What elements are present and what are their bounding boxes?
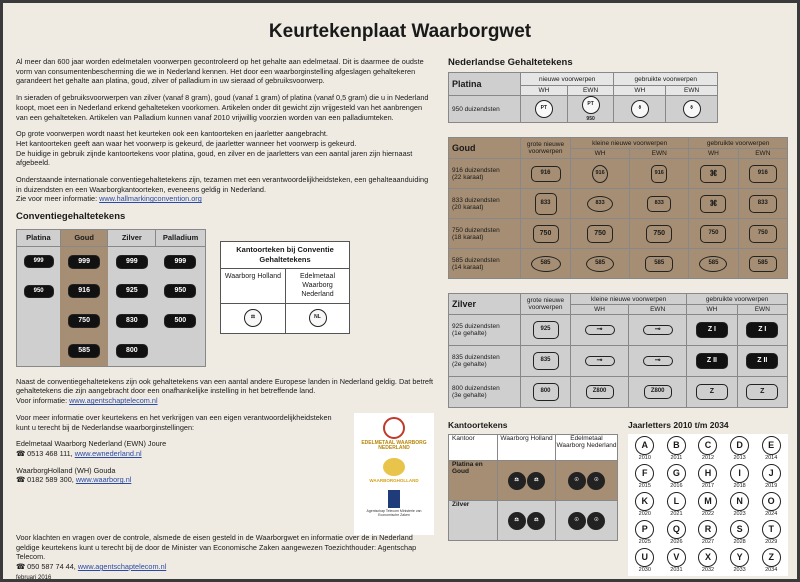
year-letter-mark: T — [762, 520, 781, 539]
goud-small-header: kleine nieuwe voorwerpen — [571, 138, 689, 149]
year-letter-mark: X — [698, 548, 717, 567]
year-letter-year: 2030 — [638, 567, 651, 573]
wh-office-gold-icon-2: ⚖ — [527, 472, 545, 490]
year-letter-year: 2019 — [765, 483, 778, 489]
platina-label: Platina — [449, 73, 521, 96]
zilver-used-header: gebruikte voorwerpen — [687, 294, 788, 305]
goud-row — [449, 249, 788, 279]
year-letter-mark: S — [730, 520, 749, 539]
goud-row — [449, 159, 788, 189]
year-letter-mark: D — [730, 436, 749, 455]
goud-ewn-2: EWN — [738, 149, 787, 159]
year-letter-year: 2014 — [765, 455, 778, 461]
logos-box — [354, 413, 434, 535]
year-letter-cell — [725, 548, 755, 574]
goud-mark-3-ewn: 585 — [645, 256, 673, 272]
agentschap-phone: ☎ 050 587 74 44, — [16, 561, 78, 571]
kantoortekens-section — [448, 420, 618, 576]
ccm-zilver-830: 830 — [116, 314, 148, 328]
platina-wh-1: WH — [521, 86, 568, 96]
zilver-ewn-2: EWN — [737, 305, 787, 315]
kantoor-convention-table — [220, 241, 350, 334]
year-letter-mark: E — [762, 436, 781, 455]
year-letter-cell — [693, 492, 723, 518]
print-date: februari 2016 — [16, 574, 52, 579]
wh-logo-text: WAARBORGHOLLAND — [369, 477, 419, 483]
ewn-office-silver-icon-2: ☉ — [587, 512, 605, 530]
year-letter-cell — [725, 464, 755, 490]
left-column — [16, 57, 434, 579]
bottom-paragraph-3 — [16, 533, 434, 572]
year-letter-mark: L — [667, 492, 686, 511]
year-letter-mark: K — [635, 492, 654, 511]
ccm-zilver-925: 925 — [116, 284, 148, 298]
year-letter-cell — [756, 436, 786, 462]
zilver-mark-0-big: 925 — [533, 321, 559, 339]
year-letter-year: 2032 — [701, 567, 715, 573]
year-letter-mark: V — [667, 548, 686, 567]
zilver-mark-2-big: 800 — [533, 383, 559, 401]
wh-office-silver-icon: ⚖ — [508, 512, 526, 530]
goud-mark-0-wh: 916 — [592, 165, 608, 183]
ewn-logo-text: EDELMETAAL WAARBORG NEDERLAND — [361, 439, 427, 452]
goud-row — [449, 189, 788, 219]
goud-mark-0-ewn-used: 916 — [749, 165, 777, 183]
goud-mark-2-wh-used: 750 — [700, 225, 726, 243]
bottom-paragraph-1 — [16, 377, 434, 406]
goud-mark-1-ewn-used: 833 — [749, 195, 777, 213]
nl-zilver-table — [448, 293, 788, 408]
year-letter-year: 2023 — [733, 511, 746, 517]
kantoor-convention-heading: Kantoorteken bij Conventie Gehaltetekens — [221, 241, 350, 268]
convention-heading: Conventiegehaltetekens — [16, 211, 126, 223]
zilver-small-header: kleine nieuwe voorwerpen — [571, 294, 687, 305]
goud-mark-3-wh-used: 585 — [699, 256, 727, 272]
year-letter-year: 2012 — [701, 455, 715, 461]
platina-row-label: 950 duizendsten — [449, 96, 521, 123]
kantoor-row-zilver: Zilver — [449, 501, 498, 541]
jaarletters-section — [628, 420, 788, 576]
goud-mark-2-wh: 750 — [587, 225, 613, 243]
zilver-row — [449, 377, 788, 408]
year-letter-year: 2026 — [670, 539, 683, 545]
hallmark-sheet — [3, 3, 797, 579]
ewn-phone: ☎ 0513 468 111, — [16, 448, 75, 458]
year-letter-cell — [630, 548, 660, 574]
year-letter-year: 2027 — [701, 539, 715, 545]
goud-mark-1-wh-used: ⌘ — [700, 195, 726, 213]
kantoor-conv-ewn: Edelmetaal Waarborg Nederland — [286, 268, 350, 303]
platina-wh-2: WH — [614, 86, 666, 96]
platina-mark-ewn-used: ⚱ — [683, 100, 701, 118]
goud-row-label-3: 585 duizendsten (14 karaat) — [449, 249, 521, 279]
kantoortekens-heading: Kantoortekens — [448, 420, 508, 430]
zilver-label: Zilver — [449, 294, 521, 315]
year-letter-year: 2021 — [670, 511, 683, 517]
year-letter-year: 2022 — [701, 511, 715, 517]
zilver-mark-1-big: 835 — [533, 352, 559, 370]
zilver-ewn-1: EWN — [629, 305, 687, 315]
bottom-p1-more-label: Voor informatie: — [16, 396, 70, 406]
year-letter-cell — [725, 520, 755, 546]
ewn-logo — [354, 417, 434, 452]
goud-mark-1-ewn: 833 — [647, 196, 671, 212]
hallmarking-convention-link[interactable]: www.hallmarkingconvention.org — [99, 194, 202, 204]
kantoor-conv-wh: Waarborg Holland — [221, 268, 286, 303]
intro-more-label: Zie voor meer informatie: — [16, 194, 100, 204]
year-letter-cell — [693, 436, 723, 462]
year-letter-cell — [756, 492, 786, 518]
jaarletters-heading: Jaarletters 2010 t/m 2034 — [628, 420, 729, 430]
year-letter-cell — [662, 436, 692, 462]
wh-phone: ☎ 0182 589 300, — [16, 475, 76, 485]
goud-wh-1: WH — [571, 149, 630, 159]
year-letter-cell — [662, 548, 692, 574]
zilver-row-label-1: 835 duizendsten (2e gehalte) — [449, 346, 521, 377]
year-letter-year: 2031 — [670, 567, 683, 573]
year-letter-year: 2024 — [765, 511, 778, 517]
zilver-wh-2: WH — [687, 305, 737, 315]
ewn-link[interactable]: www.ewnederland.nl — [74, 448, 142, 458]
year-letter-mark: C — [698, 436, 717, 455]
kantoor-col-header: Kantoor — [449, 435, 498, 461]
goud-mark-2-ewn-used: 750 — [749, 225, 777, 243]
goud-used-header: gebruikte voorwerpen — [689, 138, 788, 149]
wh-office-gold-icon: ⚖ — [508, 472, 526, 490]
goud-big-header: grote nieuwe voorwerpen — [521, 138, 571, 159]
zilver-row — [449, 346, 788, 377]
wh-contact — [16, 466, 346, 485]
year-letter-cell — [630, 520, 660, 546]
ccm-goud-750: 750 — [68, 314, 100, 328]
year-letter-year: 2011 — [670, 455, 683, 461]
ccm-platina-950: 950 — [24, 285, 54, 298]
ccm-palladium-500: 500 — [164, 314, 196, 328]
year-letter-cell — [662, 492, 692, 518]
goud-wh-2: WH — [689, 149, 738, 159]
ccm-platina-999: 999 — [24, 255, 54, 268]
year-letter-cell — [725, 492, 755, 518]
ewn-contact — [16, 439, 346, 458]
wh-office-silver-icon-2: ⚖ — [527, 512, 545, 530]
zilver-mark-2-wh-used: Z — [696, 384, 728, 400]
year-letter-mark: Z — [762, 548, 781, 567]
zilver-mark-1-wh-used: Z II — [696, 353, 728, 369]
nl-platina-table — [448, 72, 718, 123]
year-letter-cell — [630, 464, 660, 490]
convention-col-platina: Platina — [17, 229, 61, 246]
ewn-office-gold-icon: ☉ — [568, 472, 586, 490]
goud-row-label-2: 750 duizendsten (18 karaat) — [449, 219, 521, 249]
year-letter-mark: J — [762, 464, 781, 483]
kantoor-wh-header: Waarborg Holland — [498, 435, 556, 461]
goud-mark-0-ewn: 916 — [651, 165, 667, 183]
year-letter-year: 2016 — [670, 483, 683, 489]
right-column — [448, 57, 788, 576]
zilver-mark-2-ewn-used: Z — [746, 384, 778, 400]
zilver-row — [449, 315, 788, 346]
ewn-office-silver-icon: ☉ — [568, 512, 586, 530]
ccm-palladium-950: 950 — [164, 284, 196, 298]
year-letter-year: 2028 — [733, 539, 746, 545]
convention-table — [16, 229, 206, 367]
year-letter-cell — [756, 548, 786, 574]
platina-mark-wh-new: PT — [535, 100, 553, 118]
year-letter-cell — [756, 464, 786, 490]
intro-paragraph-3: Op grote voorwerpen wordt naast het keurteken ook een kantoorteken en jaarletter aangebracht. Het kantoorteken geeft aan waar het voorwerp is gekeurd, de jaarletter wanneer het voorwerp is gekeurd. De huidige in gebruik zijnde kantoortekens voor platina, goud, en zilver en de jaarletters van een aantal jaren zijn hiernaast afgebeeld. — [16, 129, 413, 168]
year-letter-year: 2033 — [733, 567, 746, 573]
year-letter-mark: F — [635, 464, 654, 483]
wh-office-mark-icon: ⚖ — [244, 309, 262, 327]
zilver-row-label-0: 925 duizendsten (1e gehalte) — [449, 315, 521, 346]
platina-ewn-2: EWN — [666, 86, 718, 96]
bottom-paragraph-2: Voor meer informatie over keurtekens en het verkrijgen van een eigen verantwoordelijkheidsteken kunt u terecht bij de Nederlandse waarborginstellingen: — [16, 412, 332, 432]
nl-heading: Nederlandse Gehaltetekens — [448, 57, 573, 68]
zilver-mark-1-wh: ⊸ — [585, 356, 615, 366]
zilver-wh-1: WH — [571, 305, 629, 315]
goud-row — [449, 219, 788, 249]
year-letter-mark: O — [762, 492, 781, 511]
agentschap-link-2[interactable]: www.agentschaptelecom.nl — [77, 561, 167, 571]
zilver-mark-0-ewn: ⊸ — [643, 325, 673, 335]
agentschap-link-1[interactable]: www.agentschaptelecom.nl — [69, 396, 158, 406]
year-letter-mark: R — [698, 520, 717, 539]
goud-mark-2-big: 750 — [533, 225, 559, 243]
year-letter-mark: A — [635, 436, 654, 455]
goud-label: Goud — [449, 138, 521, 159]
year-letter-year: 2017 — [701, 483, 715, 489]
goud-ewn-1: EWN — [630, 149, 689, 159]
year-letter-mark: P — [635, 520, 654, 539]
goud-mark-2-ewn: 750 — [646, 225, 672, 243]
bottom-paragraph-3-text: Voor klachten en vragen over de controle, alsmede de eisen gesteld in de Waarborgwet en informatie over de in Nederland geldige keurtekens kunt u terecht bij de door de Minister van Economische Zaken aangewezen Toezichthouder: Agentschap Telecom. — [16, 532, 417, 562]
gov-logo-text: Agentschap Telecom Ministerie van Economische Zaken — [366, 508, 422, 517]
goud-mark-1-big: 833 — [535, 193, 557, 215]
goud-mark-1-wh: 833 — [587, 196, 613, 212]
year-letter-year: 2018 — [733, 483, 746, 489]
ccm-goud-916: 916 — [68, 284, 100, 298]
intro-paragraph-4-text: Onderstaande internationale conventiegehaltetekens zijn, tezamen met een verantwoordelijkheidsteken, een gehalteaanduiding in duizendsten en een Waarborgkantoorteken, eveneens geldig in Nederland. — [16, 175, 429, 194]
kantoor-ewn-header: Edelmetaal Waarborg Nederland — [556, 435, 618, 461]
platina-used-header: gebruikte voorwerpen — [614, 73, 718, 86]
wh-logo — [354, 458, 434, 484]
year-letter-mark: U — [635, 548, 654, 567]
ccm-palladium-999: 999 — [164, 255, 196, 269]
platina-mark-wh-used: ⚱ — [631, 100, 649, 118]
nl-goud-table — [448, 137, 788, 279]
zilver-mark-0-wh: ⊸ — [585, 325, 615, 335]
ewn-name: Edelmetaal Waarborg Nederland (EWN) Joure — [16, 439, 167, 449]
wh-name: WaarborgHolland (WH) Gouda — [16, 465, 116, 475]
year-letter-mark: G — [667, 464, 686, 483]
ewn-office-gold-icon-2: ☉ — [587, 472, 605, 490]
ccm-goud-999: 999 — [68, 255, 100, 269]
goud-mark-3-wh: 585 — [586, 256, 614, 272]
wh-link[interactable]: www.waarborg.nl — [75, 475, 132, 485]
goud-mark-3-ewn-used: 585 — [749, 256, 777, 272]
bottom-text — [16, 377, 434, 579]
platina-ewn-1: EWN — [567, 86, 614, 96]
convention-col-goud: Goud — [60, 229, 108, 246]
jaarletters-grid — [628, 434, 788, 576]
intro-paragraph-1: Al meer dan 600 jaar worden edelmetalen voorwerpen gecontroleerd op het gehalte aan edelmetaal. Dit is daarmee de oudste vorm van consumentenbescherming die we in Nederland kennen. Het door een waarborginstelling afgeslagen gehaltekeren garandeert het gehalte aan platina, goud, zilver of palladium in uw sieraad of gebruiksvoorwerp. — [16, 57, 424, 86]
year-letter-mark: M — [698, 492, 717, 511]
year-letter-year: 2010 — [638, 455, 651, 461]
year-letter-cell — [693, 548, 723, 574]
platina-new-header: nieuwe voorwerpen — [521, 73, 614, 86]
year-letter-cell — [662, 520, 692, 546]
year-letter-mark: N — [730, 492, 749, 511]
gov-logo — [354, 490, 434, 518]
goud-mark-0-wh-used: ⌘ — [700, 165, 726, 183]
intro-paragraph-2: In sieraden of gebruiksvoorwerpen van zilver (vanaf 8 gram), goud (vanaf 1 gram) of platina (vanaf 0,5 gram) die u in Nederland koopt, moet een in Nederland erkend gehalteteken voorkomen. Artikelen onder dit gewicht zijn vrijgesteld van het aanbrengen van een gehalteteken. Artikelen van Palladium kunnen vanaf 2010 vrijwillig voorzien worden van een palladiumteken. — [16, 93, 429, 122]
kantoor-row-goud: Platina en Goud — [449, 461, 498, 501]
convention-col-palladium: Palladium — [156, 229, 206, 246]
year-letter-mark: B — [667, 436, 686, 455]
goud-mark-3-big: 585 — [531, 256, 561, 272]
zilver-mark-0-ewn-used: Z I — [746, 322, 778, 338]
year-letter-cell — [725, 436, 755, 462]
year-letter-cell — [630, 436, 660, 462]
zilver-big-header: grote nieuwe voorwerpen — [521, 294, 571, 315]
kantoortekens-table — [448, 434, 618, 541]
year-letter-year: 2034 — [765, 567, 778, 573]
zilver-mark-2-wh: Z800 — [586, 385, 614, 399]
ccm-zilver-999: 999 — [116, 255, 148, 269]
zilver-mark-0-wh-used: Z I — [696, 322, 728, 338]
goud-mark-0-big: 916 — [531, 166, 561, 182]
year-letter-mark: Q — [667, 520, 686, 539]
ccm-zilver-800: 800 — [116, 344, 148, 358]
year-letter-year: 2029 — [765, 539, 778, 545]
ccm-goud-585: 585 — [68, 344, 100, 358]
year-letter-mark: I — [730, 464, 749, 483]
zilver-mark-2-ewn: Z800 — [644, 385, 672, 399]
year-letter-year: 2013 — [733, 455, 746, 461]
zilver-row-label-2: 800 duizendsten (3e gehalte) — [449, 377, 521, 408]
year-letter-cell — [756, 520, 786, 546]
convention-col-zilver: Zilver — [108, 229, 156, 246]
intro-paragraph-4 — [16, 175, 434, 204]
year-letter-cell — [662, 464, 692, 490]
goud-row-label-0: 916 duizendsten (22 karaat) — [449, 159, 521, 189]
year-letter-cell — [693, 464, 723, 490]
year-letter-cell — [630, 492, 660, 518]
year-letter-year: 2020 — [638, 511, 651, 517]
year-letter-year: 2025 — [638, 539, 651, 545]
page-title: Keurtekenplaat Waarborgwet — [268, 21, 532, 42]
year-letter-mark: H — [698, 464, 717, 483]
year-letter-mark: Y — [730, 548, 749, 567]
bottom-paragraph-1-text: Naast de conventiegehaltetekens zijn ook gehaltetekens van een aantal andere Europese landen in Nederland geldig. Dat betreft gehaltetekens die zijn aangebracht door een onafhankelijke instelling in het betreffende land. — [16, 376, 434, 396]
ewn-office-mark-icon: NL — [309, 309, 327, 327]
year-letter-year: 2015 — [638, 483, 651, 489]
zilver-mark-1-ewn: ⊸ — [643, 356, 673, 366]
zilver-mark-1-ewn-used: Z II — [746, 353, 778, 369]
year-letter-cell — [693, 520, 723, 546]
goud-row-label-1: 833 duizendsten (20 karaat) — [449, 189, 521, 219]
platina-mark-ewn-new: PT 950 — [582, 96, 600, 114]
